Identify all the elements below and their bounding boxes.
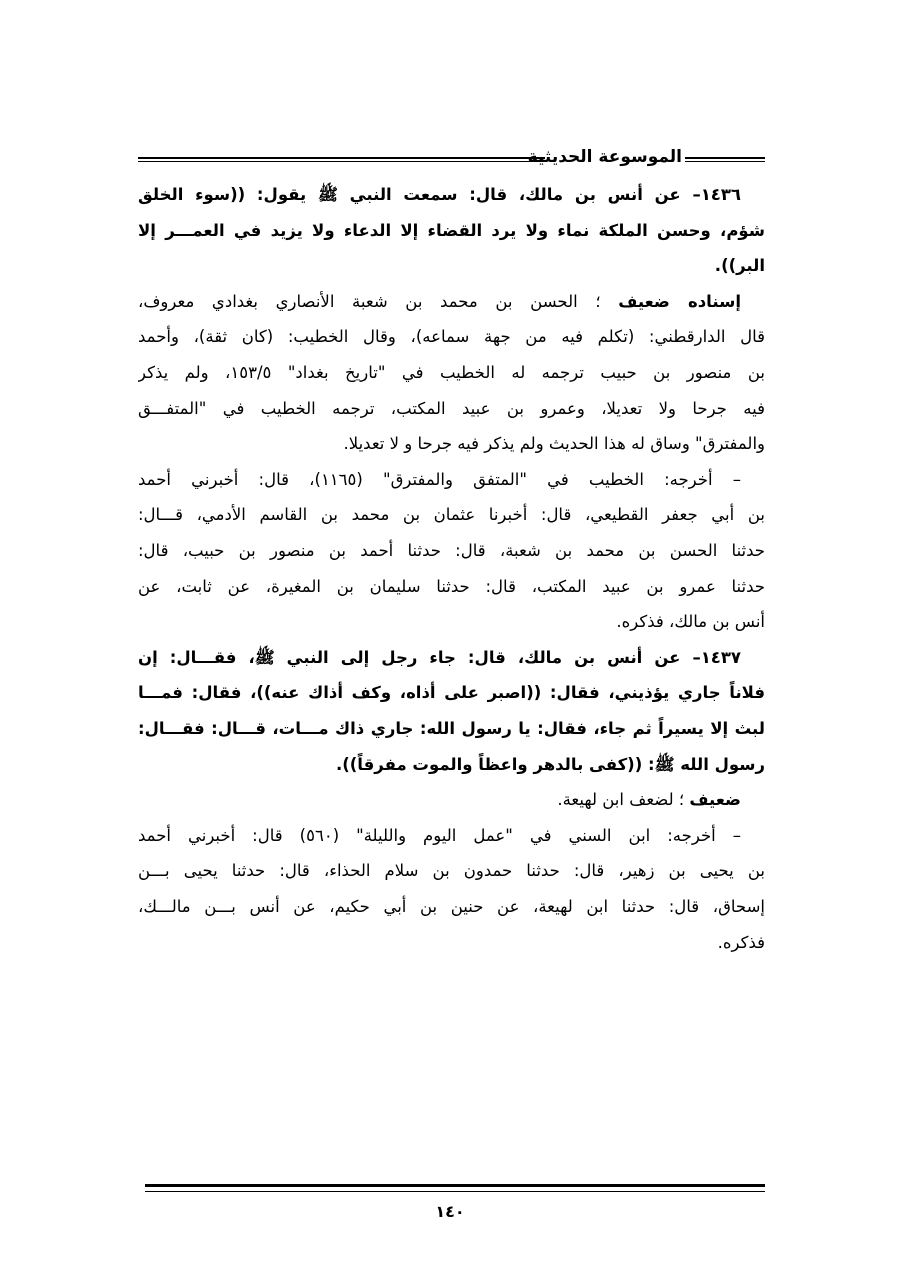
text: حدثنا الحسن بن محمد بن شعبة، قال: حدثنا أحمد بن منصور بن حبيب، قال:	[138, 541, 765, 560]
text-line	[138, 287, 765, 317]
bold-text: البر)).	[714, 256, 765, 276]
footer-rule-thin	[145, 1191, 765, 1192]
bold-text: رسول الله ﷺ: ((كفى بالدهر واعظاً والموت مفرقاً)).	[335, 754, 765, 774]
bold-text: لبث إلا يسيراً ثم جاء، فقال: يا رسول الله: جاري ذاك مـــات، قـــال: فقـــال:	[138, 719, 765, 738]
bold-text: شؤم، وحسن الملكة نماء ولا يرد القضاء إلا الدعاء ولا يزيد في العمـــر إلا	[138, 220, 765, 240]
text: والمفترق" وساق له هذا الحديث ولم يذكر فيه جرحا و لا تعديلا.	[343, 434, 765, 454]
text-line	[138, 536, 765, 566]
bold-text: ١٤٣٦– عن أنس بن مالك، قال: سمعت النبي ﷺ يقول: ((سوء الخلق	[138, 185, 741, 204]
text: فيه جرحا ولا تعديلا، وعمرو بن عبيد المكتب، ترجمه الخطيب في "المتفـــق	[138, 398, 765, 418]
text: أنس بن مالك، فذكره.	[616, 612, 765, 632]
text-line	[138, 572, 765, 602]
text-line	[138, 750, 765, 780]
text-line	[138, 465, 765, 495]
text: بن يحيى بن زهير، قال: حدثنا حمدون بن سلام الحذاء، قال: حدثنا يحيى بـــن	[138, 861, 765, 881]
bold-text: فلاناً جاري يؤذيني، فقال: ((اصبر على أذاه، وكف أذاك عنه))، فقال: فمـــا	[138, 683, 765, 703]
text-line	[138, 714, 765, 744]
text-line	[138, 821, 765, 851]
text: بن أبي جعفر القطيعي، قال: أخبرنا عثمان بن محمد بن القاسم الأدمي، قـــال:	[138, 505, 765, 525]
text-line	[138, 251, 765, 281]
text: قال الدارقطني: (تكلم فيه من جهة سماعه)، وقال الخطيب: (كان ثقة)، وأحمد	[138, 327, 765, 347]
text-line	[138, 928, 765, 958]
bold-text: ١٤٣٧– عن أنس بن مالك، قال: جاء رجل إلى النبي ﷺ، فقـــال: إن	[138, 647, 741, 667]
text: إسحاق، قال: حدثنا ابن لهيعة، عن حنين بن أبي حكيم، عن أنس بـــن مالـــك،	[138, 897, 765, 916]
text-line	[138, 643, 765, 673]
text-line	[138, 678, 765, 708]
header-rule-left	[138, 157, 545, 162]
header-title: الموسوعة الحديثية	[527, 147, 682, 167]
text-line	[138, 500, 765, 530]
page-number: ١٤٠	[435, 1202, 465, 1221]
bold-text: إسناده ضعيف	[618, 291, 741, 311]
text-line	[138, 216, 765, 246]
text: – أخرجه: ابن السني في "عمل اليوم والليلة" (٥٦٠) قال: أخبرني أحمد	[138, 825, 741, 845]
text-line	[138, 429, 765, 459]
text-line	[138, 358, 765, 388]
text-line	[138, 892, 765, 922]
text: بن منصور بن حبيب ترجمه له الخطيب في "تاريخ بغداد" ١٥٣/٥، ولم يذكر	[138, 363, 765, 382]
text: فذكره.	[717, 932, 765, 952]
text: ؛ لضعف ابن لهيعة.	[557, 790, 690, 810]
text: – أخرجه: الخطيب في "المتفق والمفترق" (١١٦٥)، قال: أخبرني أحمد	[138, 469, 741, 489]
text: ؛ الحسن بن محمد بن شعبة الأنصاري بغدادي معروف،	[138, 291, 619, 311]
text-line	[138, 607, 765, 637]
text-line	[138, 394, 765, 424]
bold-text: ضعيف	[689, 790, 741, 810]
text-line	[138, 322, 765, 352]
header-rule-right	[685, 157, 765, 162]
text-line	[138, 856, 765, 886]
text-line	[138, 785, 765, 815]
text: حدثنا عمرو بن عبيد المكتب، قال: حدثنا سليمان بن المغيرة، عن ثابت، عن	[138, 576, 765, 596]
footer-rule-thick	[145, 1184, 765, 1187]
text-line	[138, 180, 765, 210]
